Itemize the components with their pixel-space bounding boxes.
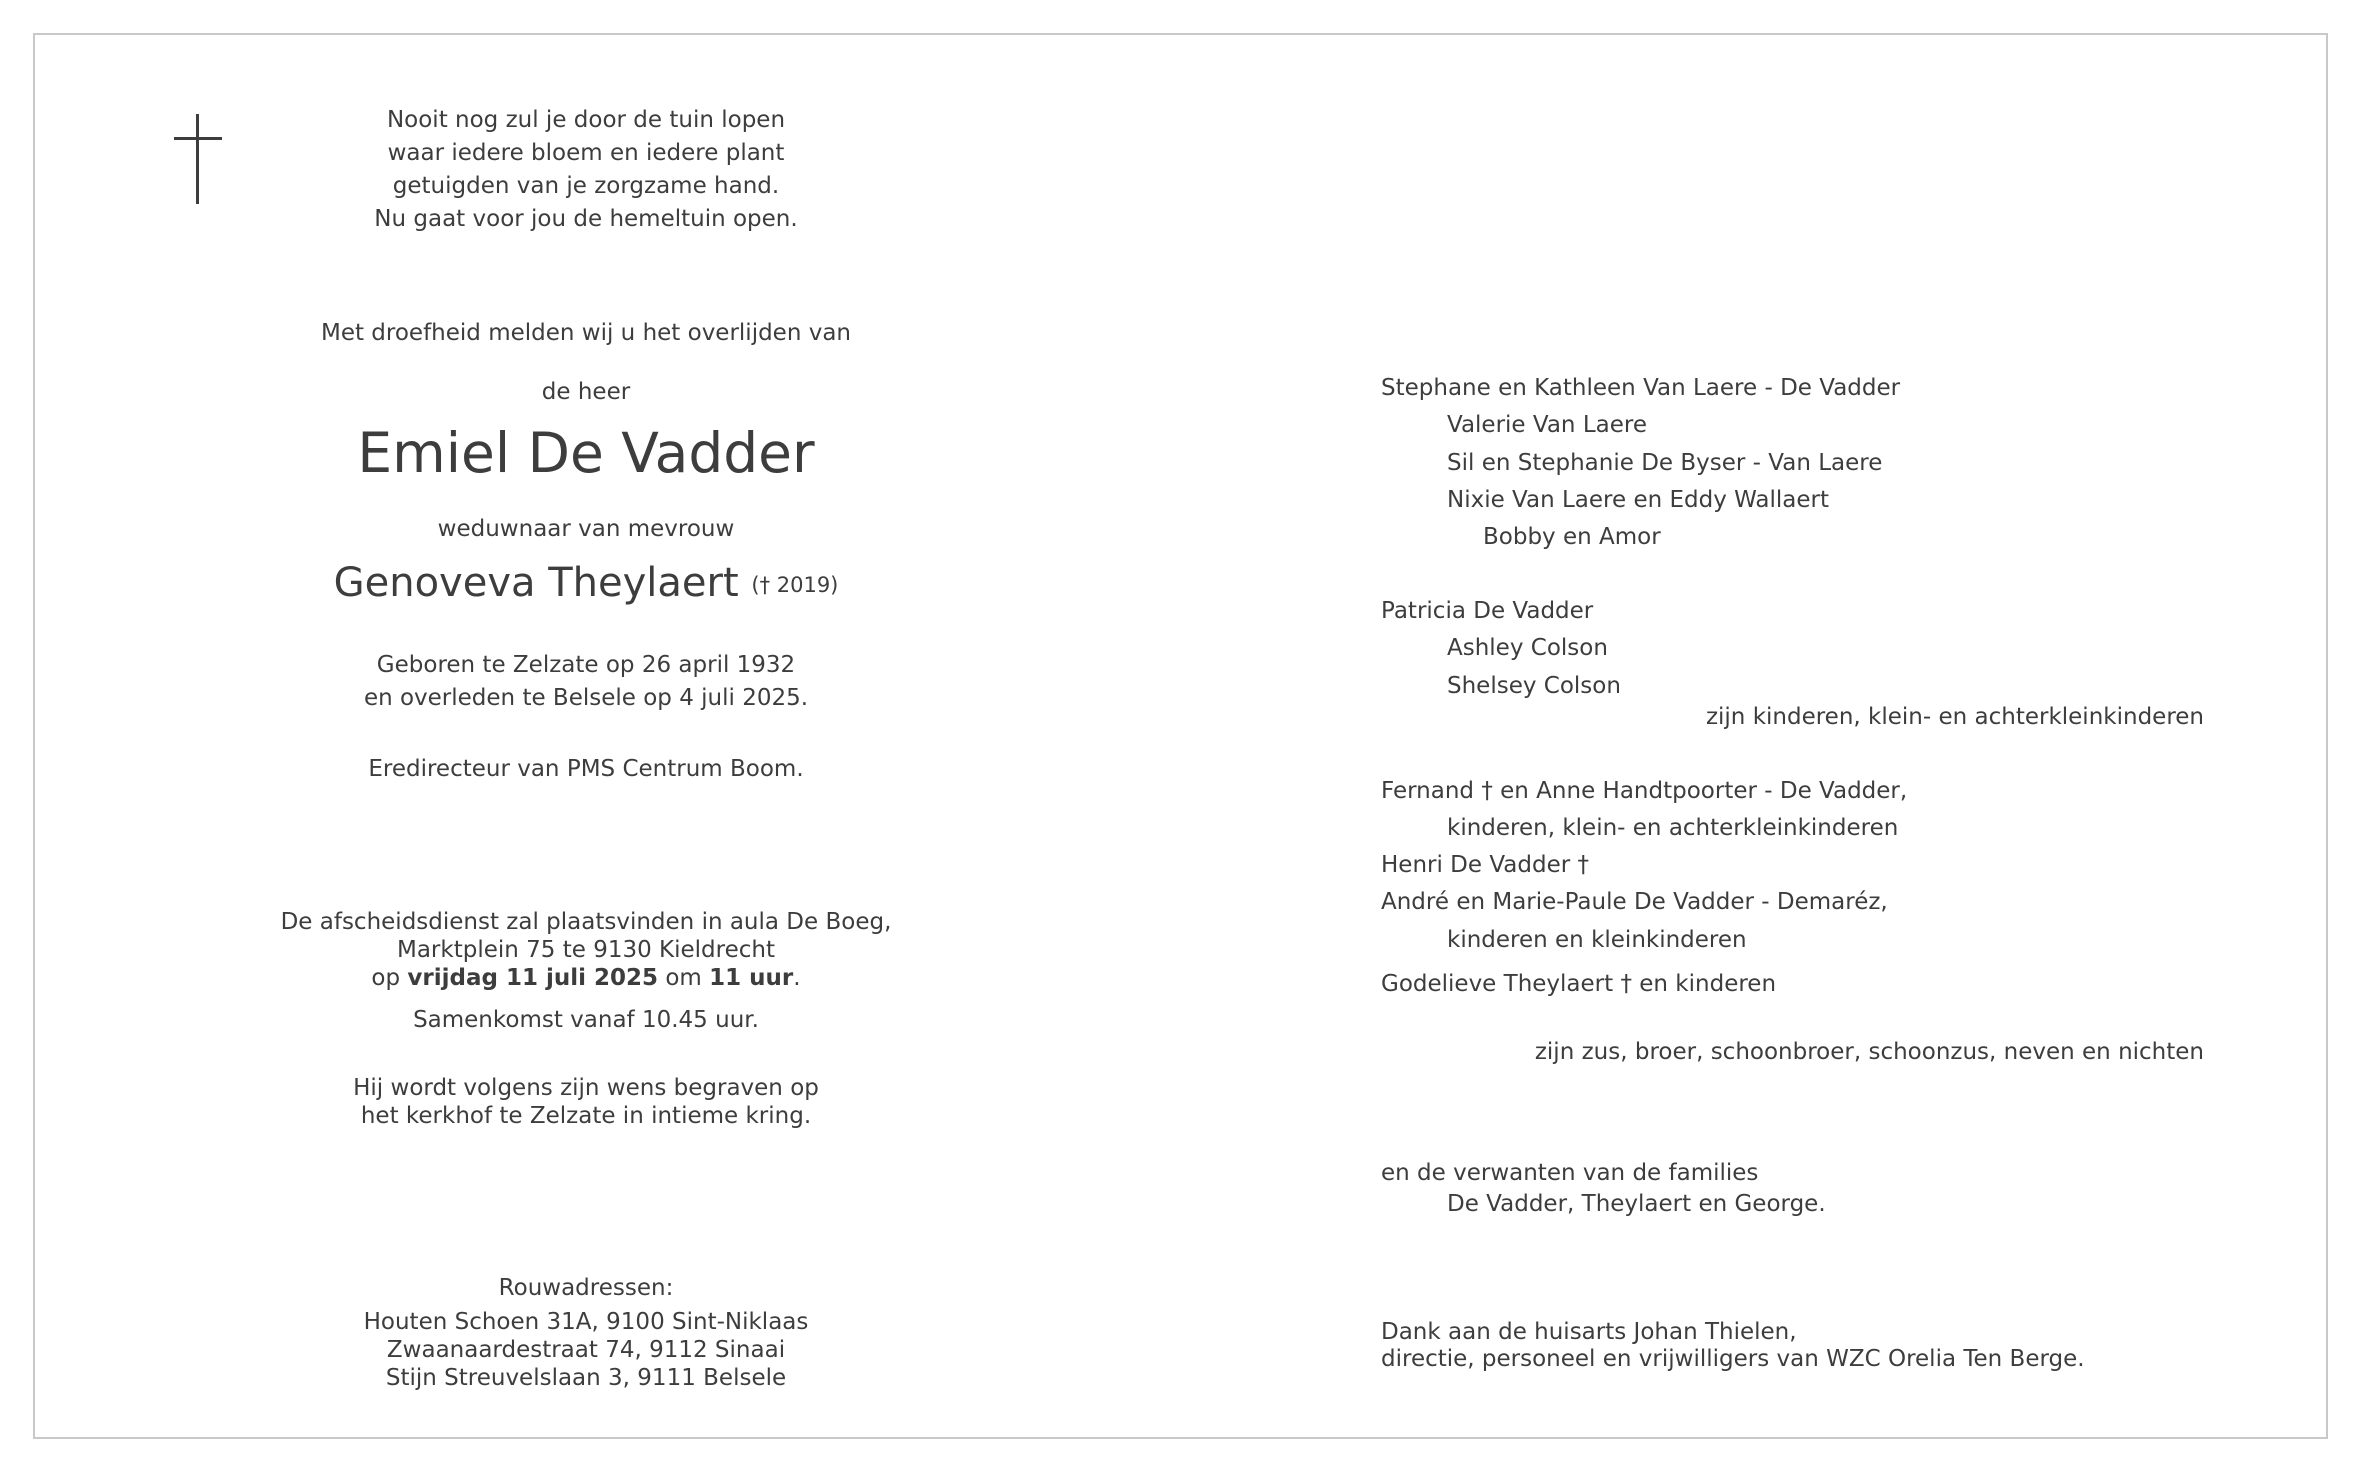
addresses-label: Rouwadressen:: [498, 1275, 674, 1301]
thanks-line: directie, personeel en vrijwilligers van WZC Orelia Ten Berge.: [1381, 1346, 2085, 1372]
relatives-line: De Vadder, Theylaert en George.: [1447, 1191, 1826, 1217]
family-line: Bobby en Amor: [1483, 524, 1661, 550]
spouse-name: Genoveva Theylaert: [333, 560, 739, 606]
siblings-caption: zijn zus, broer, schoonbroer, schoonzus, neven en nichten: [1534, 1039, 2204, 1065]
widower-of: [186, 513, 986, 546]
family-line: Fernand † en Anne Handtpoorter - De Vadder,: [1381, 778, 1908, 804]
title-prefix-text: de heer: [541, 379, 631, 405]
poem-line: Nooit nog zul je door de tuin lopen: [386, 107, 786, 133]
service-line-3: [186, 964, 986, 992]
service-line-1: De afscheidsdienst zal plaatsvinden in aula De Boeg,: [280, 909, 892, 935]
gathering: [186, 1004, 986, 1037]
family-line: Ashley Colson: [1447, 635, 1608, 661]
address-line: Stijn Streuvelslaan 3, 9111 Belsele: [385, 1365, 787, 1391]
family-line: Patricia De Vadder: [1381, 598, 1594, 624]
service-date: vrijdag 11 juli 2025: [407, 965, 659, 991]
relatives-line: en de verwanten van de families: [1381, 1160, 1759, 1186]
spouse: [186, 550, 986, 618]
died-line: en overleden te Belsele op 4 juli 2025.: [363, 685, 809, 711]
service-line-2: Marktplein 75 te 9130 Kieldrecht: [396, 937, 775, 963]
spouse-death-note: († 2019): [751, 573, 839, 597]
address-line: Zwaanaardestraat 74, 9112 Sinaai: [386, 1337, 786, 1363]
poem: [186, 104, 986, 236]
role: [186, 753, 986, 786]
family-line: kinderen, klein- en achterkleinkinderen: [1447, 815, 1899, 841]
family-line: Henri De Vadder †: [1381, 852, 1590, 878]
burial-info: [186, 1074, 986, 1130]
service-om: om: [665, 965, 702, 991]
family-line: Stephane en Kathleen Van Laere - De Vadder: [1381, 375, 1901, 401]
poem-line: waar iedere bloem en iedere plant: [387, 140, 785, 166]
born-line: Geboren te Zelzate op 26 april 1932: [376, 652, 796, 678]
poem-line: Nu gaat voor jou de hemeltuin open.: [374, 206, 798, 232]
widower-of-text: weduwnaar van mevrouw: [437, 516, 735, 542]
family-line: Sil en Stephanie De Byser - Van Laere: [1447, 450, 1883, 476]
poem-line: getuigden van je zorgzame hand.: [392, 173, 780, 199]
service-time: 11 uur: [709, 965, 794, 991]
birth-death: [186, 649, 986, 715]
title-prefix: [186, 376, 986, 409]
burial-line: Hij wordt volgens zijn wens begraven op: [353, 1075, 819, 1101]
service-end: .: [793, 965, 801, 991]
address-line: Houten Schoen 31A, 9100 Sint-Niklaas: [363, 1309, 809, 1335]
role-text: Eredirecteur van PMS Centrum Boom.: [368, 756, 804, 782]
children-caption: zijn kinderen, klein- en achterkleinkinderen: [1705, 704, 2204, 730]
thanks-line: Dank aan de huisarts Johan Thielen,: [1381, 1319, 1797, 1345]
family-line: Godelieve Theylaert † en kinderen: [1381, 971, 1777, 997]
deceased-name: Emiel De Vadder: [357, 421, 815, 485]
announcement-text: Met droefheid melden wij u het overlijden van: [320, 320, 852, 346]
family-line: André en Marie-Paule De Vadder - Demaréz,: [1381, 889, 1888, 915]
service-info: [186, 908, 986, 992]
family-line: kinderen en kleinkinderen: [1447, 927, 1747, 953]
mourning-addresses: [186, 1274, 986, 1392]
announcement: [186, 317, 986, 350]
family-line: Shelsey Colson: [1447, 673, 1621, 699]
gathering-text: Samenkomst vanaf 10.45 uur.: [413, 1007, 759, 1033]
card-border: [33, 33, 2328, 1439]
family-line: Nixie Van Laere en Eddy Wallaert: [1447, 487, 1830, 513]
burial-line: het kerkhof te Zelzate in intieme kring.: [360, 1103, 812, 1129]
family-line: Valerie Van Laere: [1447, 412, 1647, 438]
service-op: op: [371, 965, 401, 991]
